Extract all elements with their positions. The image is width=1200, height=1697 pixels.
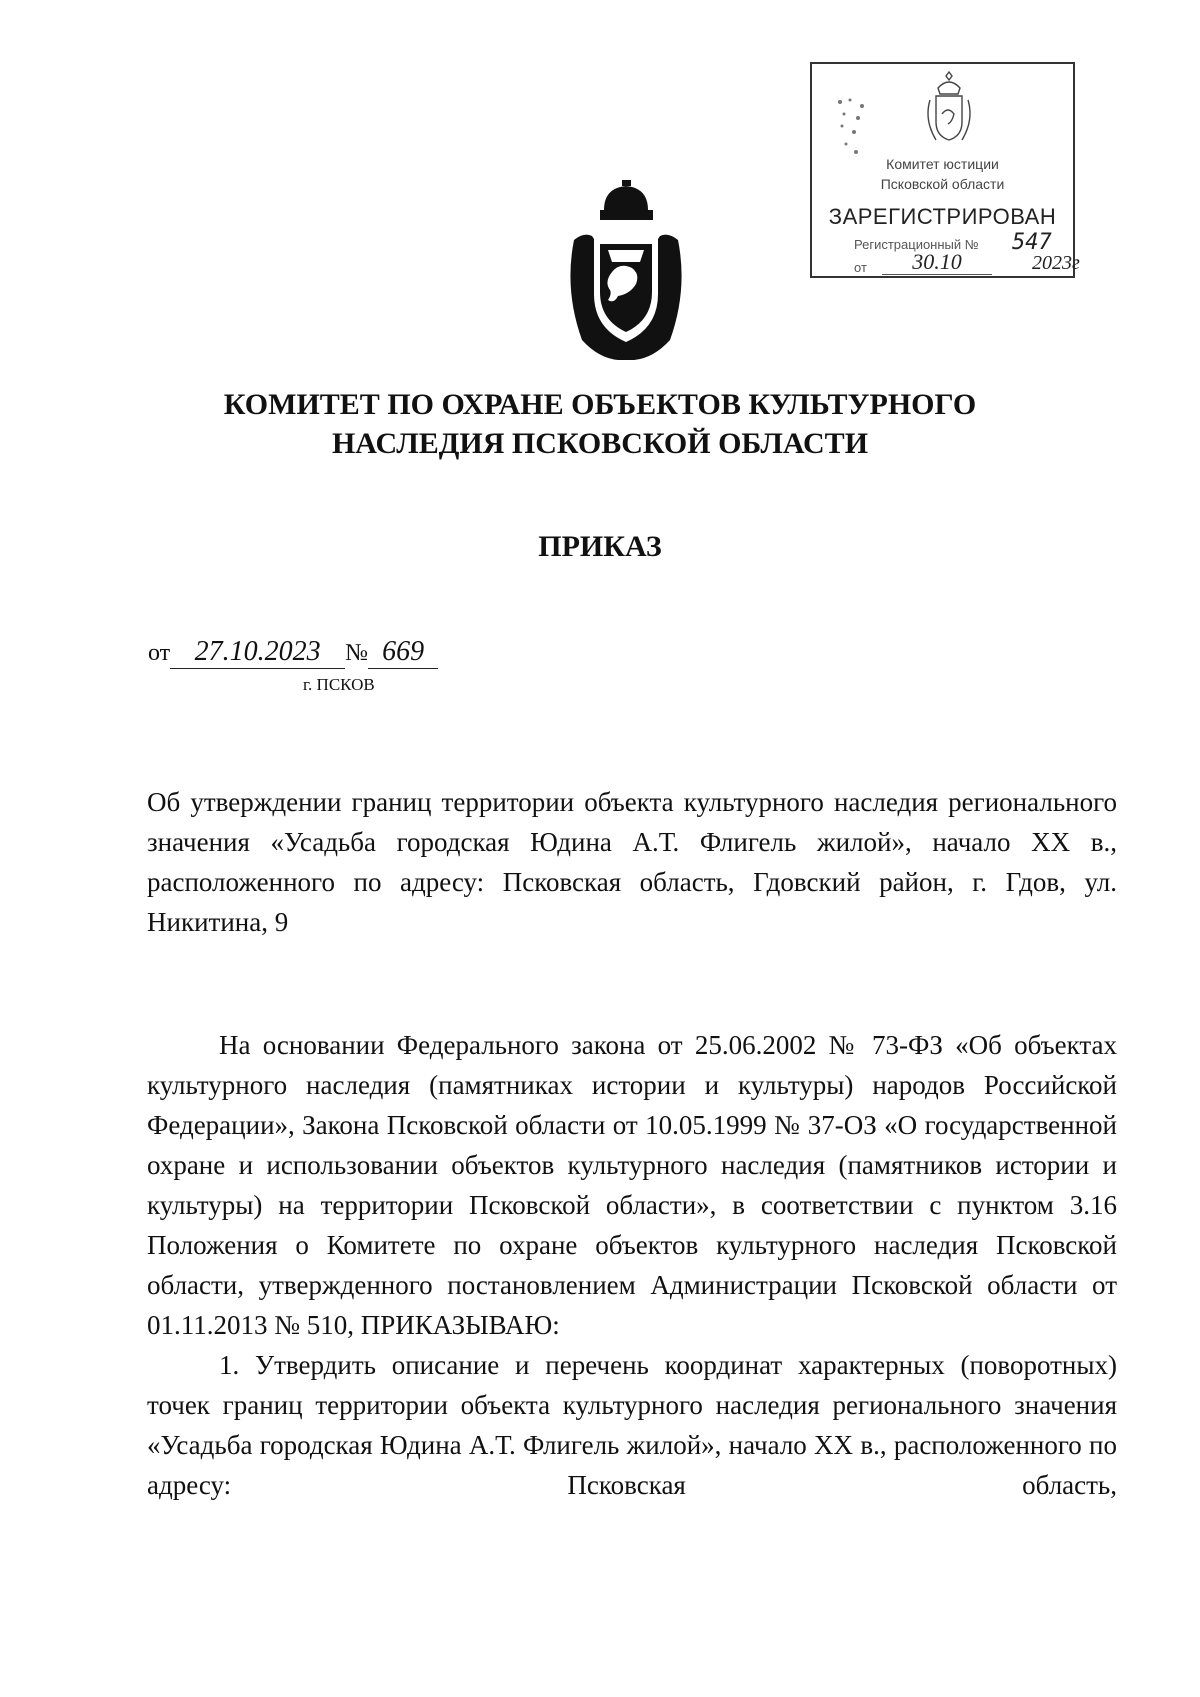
stamp-status: ЗАРЕГИСТРИРОВАН: [828, 204, 1057, 229]
number-prefix: №: [345, 640, 369, 666]
order-city: г. ПСКОВ: [303, 675, 375, 694]
stamp-year: 2023г: [1032, 252, 1080, 274]
preamble-paragraph: На основании Федерального закона от 25.06.2002 № 73-ФЗ «Об объектах культурного наследия (памятниках истории и культуры) народов Российской Федерации», Закона Псковской области от 10.05.1999 № 37-ОЗ «О государственной охране и использовании объектов культурного наследия (памятников истории и культуры) на территории Псковской области», в соответствии с пунктом 3.16 Положения о Комитете по охране объектов культурного наследия Псковской области, утвержденного постановлением Администрации Псковской области от 01.11.2013 № 510, ПРИКАЗЫВАЮ:: [147, 1030, 1117, 1340]
order-date-line: [148, 636, 438, 669]
order-date: 27.10.2023: [170, 636, 345, 669]
issuer-title: [120, 385, 1080, 463]
stamp-emblem-icon: [922, 70, 976, 150]
order-body: [147, 1025, 1117, 1505]
issuer-title-line2: НАСЛЕДИЯ ПСКОВСКОЙ ОБЛАСТИ: [331, 427, 869, 460]
coat-of-arms-icon: [564, 180, 689, 360]
stamp-date: 30.10: [882, 250, 992, 275]
stamp-reg-number: 547: [1012, 230, 1052, 255]
order-number: 669: [368, 636, 438, 669]
document-type: ПРИКАЗ: [538, 530, 662, 563]
stamp-reg-number-label: Регистрационный №: [854, 237, 979, 252]
stamp-authority-line2: Псковской области: [880, 176, 1005, 192]
issuer-title-line1: КОМИТЕТ ПО ОХРАНЕ ОБЪЕКТОВ КУЛЬТУРНОГО: [223, 388, 977, 421]
date-prefix: от: [148, 640, 171, 666]
registration-stamp: [810, 62, 1080, 278]
item-1-paragraph: 1. Утвердить описание и перечень координат характерных (поворотных) точек границ территории объекта культурного наследия регионального значения «Усадьба городская Юдина А.Т. Флигель жилой», начало XX в., расположенного по адресу: Псковская область,: [147, 1350, 1117, 1500]
stamp-date-label: от: [854, 260, 867, 275]
stamp-authority-line1: Комитет юстиции: [886, 156, 999, 172]
stamp-mark-icon: [832, 92, 882, 162]
order-subject: Об утверждении границ территории объекта культурного наследия регионального значения «Усадьба городская Юдина А.Т. Флигель жилой», начало XX в., расположенного по адресу: Псковская область, Гдовский район, г. Гдов, ул. Никитина, 9: [147, 787, 1117, 937]
